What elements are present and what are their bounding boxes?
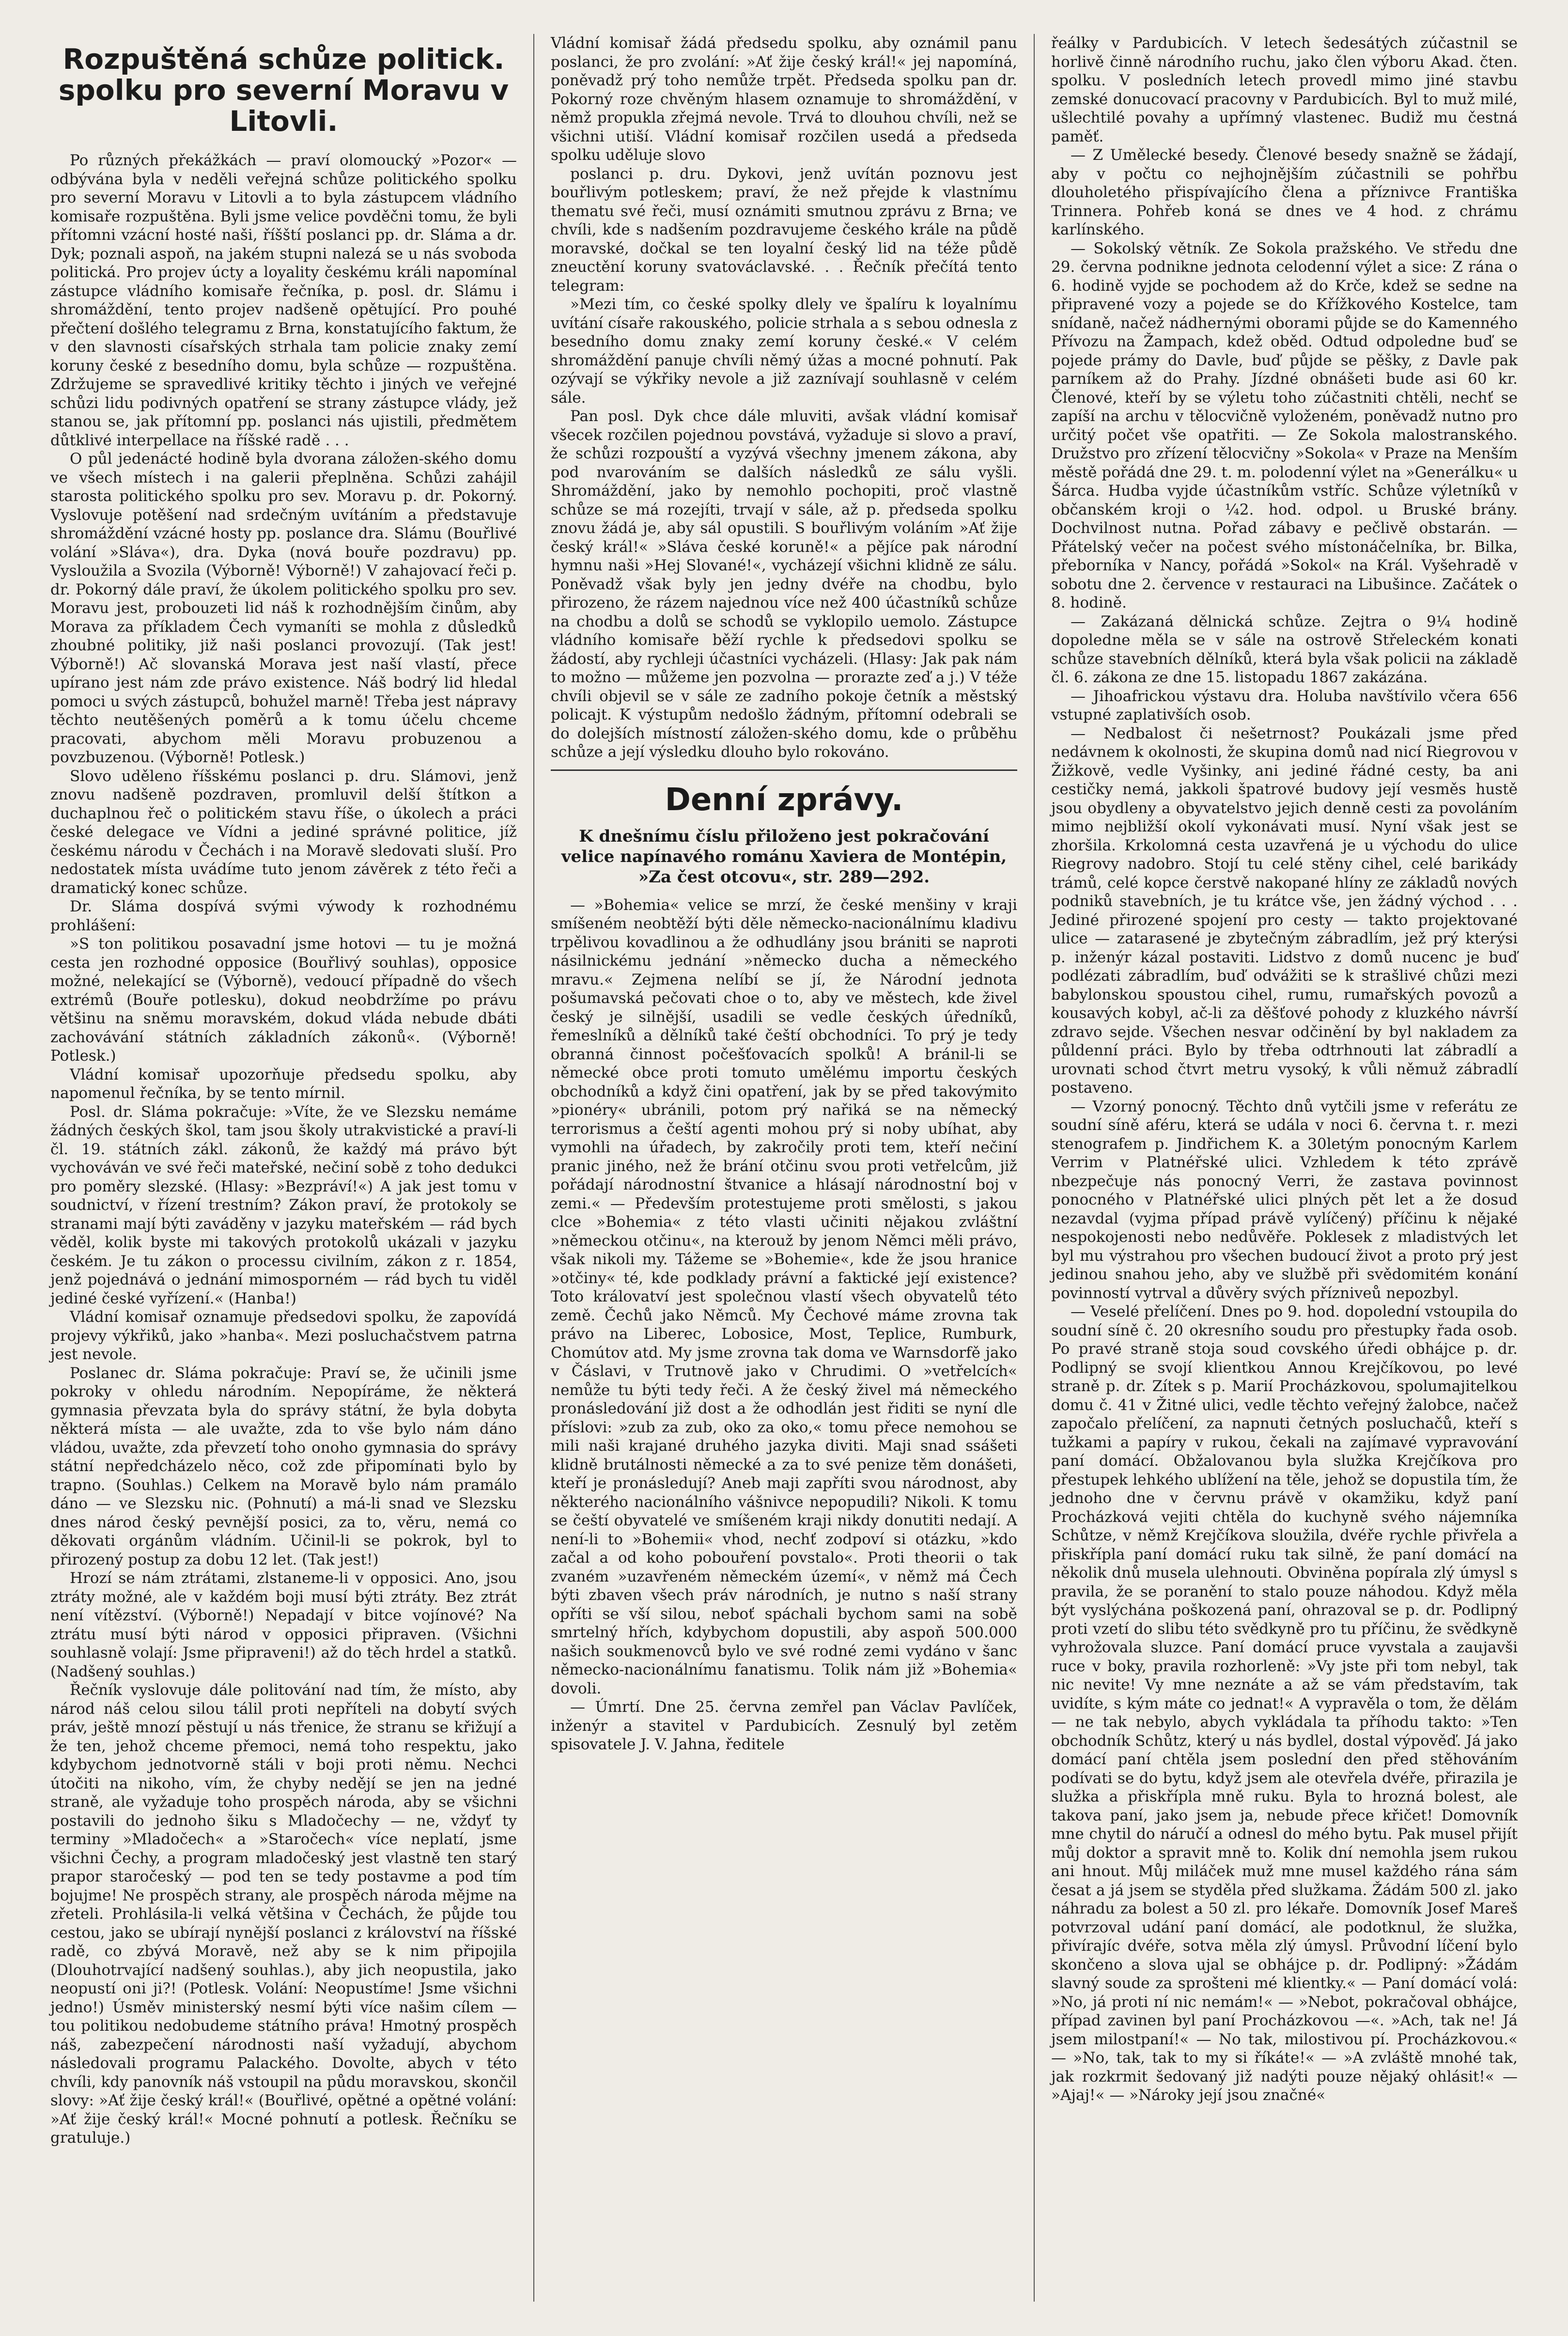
- article-paragraph: Hrozí se nám ztrátami, zlstaneme-li v opposici. Ano, jsou ztráty možné, ale v každém boji musí býti ztráty. Bez ztrát není vítězství. (Výborně!) Nepadají v bitce vojínové? Na ztrátu musí býti národ v opposici připraven. (Všichni souhlasně volají: Jsme připraveni!) až do těch hrdel a statků. (Nadšený souhlas.): [50, 1569, 517, 1680]
- section-divider: [551, 769, 1017, 771]
- news-item: řeálky v Pardubicích. V letech šedesátých zúčastnil se horlivě činně národního ruchu, jako člen výboru Akad. čten. spolku. V posledních letech provedl mimo jiné stavbu zemské donucovací pracovny v Pardubicích. Byl to muž milé, ušlechtilé povahy a upřímný vlastenec. Budiž mu čestná paměť.: [1051, 34, 1518, 145]
- news-item: — Sokolský větník. Ze Sokola pražského. Ve středu dne 29. června podnikne jednota celodenní výlet a sice: Z rána o 6. hodině vyjde se pochodem až do Krče, kdež se sedne na připravené vozy a pojede se do Křížkového Kostelce, tam snídaně, načež nádhernými oborami půjde se do Kamenného Přívozu na Žampach, kdež oběd. Odtud odpoledne buď se pojede prámy do Davle, buď půjde se pěšky, z Davle pak parníkem až do Prahy. Jízdné obnášeti bude asi 60 kr. Členové, kteří by se výletu toho zúčastniti chtěli, nechť se zapíší na archu v tělocvičně vyloženém, poněvadž nutno pro určitý počet vše opatřiti. — Ze Sokola malostranského. Družstvo pro zřízení tělocvičny »Sokola« v Praze na Menším městě pořádá dne 29. t. m. polodenní výlet na »Generálku« u Šárca. Hudba vyjde účastníkům vstříc. Schůze výletníků v občanském kroji o ¼2. hod. odpol. u Bruské brány. Dochvilnost nutna. Pořad zábavy e pečlivě obstarán. — Přátelský večer na počest svého místonáčelníka, br. Bilka, přeborníka v Nancy, pořádá »Sokol« na Král. Vyšehradě v sobotu dne 2. července v restauraci na Libušince. Začátek o 8. hodině.: [1051, 239, 1518, 611]
- article-paragraph: »Mezi tím, co české spolky dlely ve špalíru k loyalnímu uvítání císaře rakouského, policie strhala a s sebou odnesla z besedního domu znaky zemí koruny české.« V celém shromáždění panuje chvíli němý úžas a mocné pohnutí. Pak ozývají se výkřiky nevole a již zaznívají souhlasně v celém sále.: [551, 296, 1017, 407]
- article-headline: Rozpuštěná schůze politick. spolku pro severní Moravu v Litovli.: [58, 43, 509, 138]
- newspaper-page: [34, 34, 1534, 2302]
- column-3: [1034, 34, 1534, 2302]
- news-item: — Zakázaná dělnická schůze. Zejtra o 9¼ hodině dopoledne měla se v sále na ostrově Střeleckém konati schůze stavebních dělníků, která byla však policii na základě čl. 6. zákona ze dne 15. listopadu 1867 zakázána.: [1051, 612, 1518, 686]
- news-item: — Úmrtí. Dne 25. června zemřel pan Václav Pavlíček, inženýr a stavitel v Pardubicích. Zesnulý byl zetěm spisovatele J. V. Jahna, ředitele: [551, 1698, 1017, 1753]
- supplement-notice: K dnešnímu číslu přiloženo jest pokračování velice napínavého románu Xaviera de Montépin, »Za čest otcovu«, str. 289—292.: [561, 826, 1007, 887]
- article-paragraph: Poslanec dr. Sláma pokračuje: Praví se, že učinili jsme pokroky v ohledu národním. Nepopíráme, že některá gymnasia převzata byla do správy státní, že byla dobyta některá místa — ale uvažte, zda to vše bylo nám dáno vládou, uvažte, zda převzetí toho onoho gymnasia do správy státní nepředcházelo něco, což zde připomínati bylo by trapno. (Souhlas.) Celkem na Moravě bylo nám pramálo dáno — ve Slezsku nic. (Pohnutí) a má-li snad ve Slezsku dnes národ český pevnější posici, za to, věru, nemá co děkovati orgánům vládním. Učinil-li se pokrok, byl to přirozený postup za dobu 12 let. (Tak jest!): [50, 1364, 517, 1568]
- article-paragraph: poslanci p. dru. Dykovi, jenž uvítán poznovu jest bouřlivým potleskem; praví, že než přejde k vlastnímu thematu své řeči, musí oznámiti smutnou zprávu z Brna; ve chvíli, kde s nadšením pozdravujeme českého krále na půdě moravské, dočkal se ten loyalní český lid na téže půdě zneuctění koruny svatováclavské. . . Řečník přečítá tento telegram:: [551, 165, 1017, 295]
- article-paragraph: Po různých překážkách — praví olomoucký »Pozor« — odbývána byla v neděli veřejná schůze politického spolku pro severní Moravu v Litovli a to byla zástupcem vládního komisaře rozpuštěna. Byli jsme velice povděčni tomu, že byli přítomni vzácní hosté naši, říšští poslanci pp. dr. Sláma a dr. Dyk; poznali aspoň, na jakém stupni nalezá se u nás svoboda politická. Pro projev úcty a loyality českému králi napomínal zástupce vládního komisaře řečníka, p. posl. dr. Slámu i shromáždění, tento projev nadšeně opětující. Pro pouhé přečtení došlého telegramu z Brna, konstatujícího faktum, že v den slavnosti císařských strhala tam policie znaky zemí koruny české z besedního domu, byla schůze — rozpuštěna. Zdržujeme se spravedlivé kritiky těchto i jiných ve veřejné schůzi lidu podivných opatření se strany zástupce vlády, jež stanou se, jak přítomní pp. poslanci nás ujistili, předmětem důtklivé interpellace na říšské radě . . .: [50, 152, 517, 449]
- news-item: — Nedbalost či nešetrnost? Poukázali jsme před nedávnem k okolnosti, že skupina domů nad nicí Riegrovou v Žižkově, vedle Vyšinky, ani jediné řádné cesty, ba ani cestičky nemá, jakkoli špatrové budovy její vesměs hustě jsou obydleny a obyvatelstvo jejich denně cesti za povoláním mimo nejbližší okolí vykonávati musí. Nyní však jest se zhoršila. Krkolomná cesta uzavřená je u východu do ulice Riegrovy nadobro. Stojí tu celé stěny cihel, celé barikády trámů, celé kopce čerstvě nakopané hlíny ze základů nových podniků stavebních, je tu krátce vše, jen žádný východ . . . Jediné přirozené spojení pro cesty — takto projektované ulice — zatarasené je zbytečným zábradlím, jež prý kterýsi p. inženýr kázal postaviti. Lidstvo z domů nucenc je buď podlézati zábradlím, buď odvážiti se k strašlivé chůzi mezi babylonskou spoustou cihel, rumu, rumařských povozů a kousavých kobyl, ač-li za děšťové pohody z kluzkého návrší zdravo sejde. Všechen nesvar odčinění by byl nakladem za půldenní práci. Bylo by třeba odtrhnouti lat zábradlí a urovnati schod čtvrt metru vysoký, k vůli němuž zábradlí postaveno.: [1051, 724, 1518, 1097]
- article-paragraph: »S ton politikou posavadní jsme hotovi — tu je možná cesta jen rozhodné opposice (Bouřlivý souhlas), opposice možné, nelekající se (Výborně), vedoucí případně do všech extrémů (Bouře potlesku), dokud neobdržíme po právu většinu na sněmu moravském, dokud vláda nebude dbáti zachovávání státních základních zákonů«. (Výborně! Potlesk.): [50, 935, 517, 1065]
- article-paragraph: Dr. Sláma dospívá svými výwody k rozhodnému prohlášení:: [50, 898, 517, 934]
- column-2: [533, 34, 1034, 2302]
- article-paragraph: Vládní komisař upozorňuje předsedu spolku, aby napomenul řečníka, by se tento mírnil.: [50, 1066, 517, 1102]
- article-paragraph: Slovo uděleno říšskému poslanci p. dru. Slámovi, jenž znovu nadšeně pozdraven, promluvil delší štítkon a duchaplnou řeč o politickém stavu říše, o úkolech a práci české delegace ve Vídni a jediné správné politice, jíž českému národu v Čechách i na Moravě sledovati sluší. Pro nedostatek místa uvádíme tuto jenom závěrek z této řeči a dramatický konec schůze.: [50, 767, 517, 897]
- article-paragraph: Vládní komisař žádá předsedu spolku, aby oznámil panu poslanci, že pro zvolání: »Ať žije český král!« jej napomíná, poněvadž prý toho nemůže trpět. Předseda spolku pan dr. Pokorný roze chvěným hlasem oznamuje to shromáždění, v němž propukla zřejmá nevole. Trvá to dlouhou chvíli, než se všichni utiší. Vládní komisař rozčilen usedá a předseda spolku uděluje slovo: [551, 34, 1017, 164]
- news-item: — Z Umělecké besedy. Členové besedy snažně se žádají, aby v počtu co nejhojnějším zúčastnili se pohřbu dlouholetého přispívajícího člena a příznivce Františka Trinnera. Pohřeb koná se dnes ve 4 hod. z chrámu karlínského.: [1051, 146, 1518, 238]
- news-item: — »Bohemia« velice se mrzí, že české menšiny v kraji smíšeném neobtěží býti děle německo-nacionálnímu kladivu trpělivou kovadlinou a že odhudlány jsou brániti se naproti násilnickému jednání »německo ducha a německého mravu.« Zejmena nelíbí se jí, že Národní jednota pošumavská pečovati choe o to, aby ve městech, kde živel český je silnější, usadili se vedle českých úředníků, řemeslníků a dělníků také čeští obchodníci. To prý je tedy obranná činnost počešťovacích spolků! A bránil-li se německé obce proti tomuto umělému importu českých obchodníků a když čini opatření, jak by se před takovýmito »pionéry« ubránili, potom prý nařiká se na německý terrorismus a čeští agenti mohou prý si noby ubíhat, aby vymohli na úřadech, by zakročily proti tem, kteří nečiní pranic jiného, než že brání otčinu svou proti vetřelcům, již pořádají národnostní štvanice a hlásají národnostní boj v zemi.« — Především protestujeme proti smělosti, s jakou clce »Bohemia« z této vlasti učiniti nějakou zvláštní »německou otčinu«, na kterouž by jenom Němci měli právo, však nikoli my. Tážeme se »Bohemie«, kde že jsou hranice »otčiny« té, kde podklady právní a faktické její existence? Toto královatví jest společnou vlastí všech obyvatelů této země. Čechů jako Němců. My Čechové máme zrovna tak právo na Liberec, Lobosice, Most, Teplice, Rumburk, Chomútov atd. My jsme zrovna tak doma ve Warnsdorfě jako v Čáslavi, v Trutnově jako v Chrudimi. O »vetřelcích« nemůže tu býti tedy řeči. A že český živel má německého pronásledování již dost a že odhodlán jest řiditi se nyní dle příslovi: »zub za zub, oko za oko,« tomu přece nemohou se mili naši krajané druhého jazyka diviti. Maji snad ssášeti klidně brutálnosti německé a za to své penize těm donášeti, kteří je pronásledují? Aneb maji zapříti svou národnost, aby některého nacionálního vášnivce nepopudili? Nikoli. K tomu se čeští obyvatelé ve smíšeném kraji nikdy donutiti nedají. A není-li to »Bohemii« vhod, nechť zodpoví si otázku, »kdo začal a od koho pobouření povstalo«. Proti theorii o tak zvaném »uzavřeném německém území«, v němž má Čech býti zbaven všech práv národních, je nutno s naší strany opříti se vší silou, neboť spáchali bychom sami na sobě smrtelný hřích, kdybychom dopustili, aby aspoň 500.000 našich soukmenovců bylo ve své rodné zemi vydáno v šanc německo-nacionálnímu fanatismu. Tolik nám již »Bohemia« dovoli.: [551, 896, 1017, 1697]
- article-paragraph: O půl jedenácté hodině byla dvorana záložen-ského domu ve všech místech i na galerii přeplněna. Schůzi zahájil starosta politického spolku pro sev. Moravu p. dr. Pokorný. Vyslovuje potěšení nad srdečným uvítáním a představuje shromáždění vzácné hosty pp. poslance dra. Slámu (Bouřlivé volání »Sláva«), dra. Dyka (nová bouře pozdravu) pp. Vysloužila a Svozila (Výborně! Výborně!) V zahajovací řeči p. dr. Pokorný dále praví, že úkolem politického spolku pro sev. Moravu jest, probouzeti lid náš k rozhodnějším činům, aby Morava za příkladem Čech vymaníti se mohla z důsledků zhoubné politiky, již naši poslanci provozují. (Tak jest! Výborně!) Ač slovanská Morava jest naší vlastí, přece upírano jest nám zde právo existence. Náš bodrý lid hledal pomoci u svých zástupců, bohužel marně! Třeba jest nápravy těchto neutěšených poměrů a k tomu účelu chceme pracovati, abychom měli Moravu probuzenou a povzbuzenou. (Výborně! Potlesk.): [50, 450, 517, 766]
- column-1: [34, 34, 533, 2302]
- news-item: — Vzorný ponocný. Těchto dnů vytčili jsme v referátu ze soudní síně aféru, která se udála v noci 6. června t. r. mezi stenografem p. Jindřichem K. a 30letým ponocným Karlem Verrim v Platnéřské ulici. Vzhledem k této zprávě nbezpečuje nás ponocný Verri, že zastava povinnost ponocného v Platnéřské ulici plných pět let a že dosud nezavdal (vyjma případ právě vylíčený) příčinu k nějaké nespokojenosti nebo nedůvěře. Poklesek z mladistvých let byl mu výstrahou pro všechen budoucí život a proto prý jest jedinou snahou jeho, aby ve službě při svědomitém konání povinností vytrval a důvěry svých přízniveů nepozbyl.: [1051, 1097, 1518, 1302]
- article-paragraph: Vládní komisař oznamuje předsedovi spolku, že zapovídá projevy výkřiků, jako »hanba«. Mezi posluchačstvem patrna jest nevole.: [50, 1308, 517, 1363]
- article-paragraph: Pan posl. Dyk chce dále mluviti, avšak vládní komisař všecek rozčilen pojednou povstává, vyžaduje si slovo a praví, že schůzi rozpouští a vyzývá všechny jmenem zákona, aby pod nvarováním se dalších následků ze sálu vyšli. Shromáždění, jako by nemohlo pochopiti, proč vlastně schůze se má rozejíti, trvají v sále, až p. předseda spolku znovu žádá je, aby sál opustili. S bouřlivým voláním »Ať žije český král!« »Sláva české koruně!« a pějíce pak národní hymnu naši »Hej Slované!«, vycházejí všichni klidně ze sálu. Poněvadž však byly jen jedny dvéře na chodbu, bylo přirozeno, že rázem najednou více než 400 účastníků schůze na chodbu a dolů se schodů se vyklopilo uemolo. Zástupce vládního komisaře běží rychle k předsedovi spolku se žádostí, aby rychleji účastníci vycházeli. (Hlasy: Jak pak nám to možno — můžeme jen pozvolna — prorazte zeď a j.) V téže chvíli objevil se v sále ze zadního pokoje četník a městský policajt. K výstupům nedošlo žádným, přítomní odebrali se do dolejších místností záložen-ského domu, kde o průběhu schůze a její výsledku dlouho bylo rokováno.: [551, 408, 1017, 761]
- article-paragraph: Řečník vyslovuje dále politování nad tím, že místo, aby národ náš celou silou tálil proti nepříteli na dobytí svých práv, ještě mnozí pěstují u nás třenice, že stranu se křižují a že ten, jehož chceme přemoci, nemá toho respektu, jako kdybychom jednotvorně stáli v boji proti němu. Nechci útočiti na nikoho, vím, že chyby nedějí se jen na jedné straně, ale vyžaduje toho prospěch národa, aby se všichni postavili do jednoho šiku s Mladočechy — ne, vždyť ty terminy »Mladočech« a »Staročech« více neplatí, jsme všichni Čechy, a program mladočeský jest vlastně ten starý prapor staročeský — pod ten se tedy postavme a pod tím bojujme! Ne prospěch strany, ale prospěch národa mějme na zřeteli. Prohlásila-li velká většina v Čechách, že půjde tou cestou, jako se ubírají nynější poslanci z království na říšské radě, co zbývá Moravě, než aby se k nim připojila (Dlouhotrvající nadšený souhlas.), aby jich neopustila, jako neopustí oni ji?! (Potlesk. Volání: Neopustíme! Jsme všichni jedno!) Úsměv ministerský nesmí býti více našim cílem — tou politikou nedobudeme státního práva! Hmotný prospěch náš, zabezpečení národnosti naší vyžadují, abychom následovali programu Palackého. Dovolte, abych v této chvíli, kdy panovník náš vstoupil na půdu moravskou, skončil slovy: »Ať žije český král!« (Bouřlivé, opětné a opětné volání: »Ať žije český král!« Mocné pohnutí a potlesk. Řečníku se gratuluje.): [50, 1681, 517, 2147]
- news-item: — Jihoafrickou výstavu dra. Holuba navštívilo včera 656 vstupné zaplativších osob.: [1051, 687, 1518, 723]
- article-paragraph: Posl. dr. Sláma pokračuje: »Víte, že ve Slezsku nemáme žádných českých škol, tam jsou školy utrakvistické a praví-li čl. 19. státních zákl. zákonů, že každý má právo být vychováván ve své řeči mateřské, nečiní sobě z toho dedukci pro poměry slezské. (Hlasy: »Bezpráví!«) A jak jest tomu v soudnictví, v řízení trestním? Zákon praví, že protokoly se stranami mají býti zaváděny v jazyku mateřském — rád bych věděl, kolik byste mi takových protokolů ukázali v jazyku českém. Je tu zákon o processu civilním, zákon z r. 1854, jenž pojednává o jednání mimosporném — rád bych tu viděl jediné české vyřízení.« (Hanba!): [50, 1103, 517, 1307]
- section-title: Denní zprávy.: [665, 782, 903, 818]
- news-item: — Veselé přelíčení. Dnes po 9. hod. dopolední vstoupila do soudní síně č. 20 okresního soudu pro přestupky řada osob. Po pravé straně stoja soud covského úředi obhájce p. dr. Podlipný se svojí klientkou Annou Krejčíkovou, po levé straně p. dr. Zítek s p. Marií Procházkovou, spolumajitelkou domu č. 41 v Žitné ulici, vedle těchto veřejný žalobce, načež započalo přelíčení, za napnuti četných posluchačů, kteří s tužkami a papíry v rukou, čekali na zajímavé vypravování paní domácí. Obžalovanou byla služka Krejčíkova pro přestupek lehkého ublížení na těle, jehož se dopustila tím, že jednoho dne v červnu právě v okamžiku, když paní Procházková vejiti chtěla do kuchyně svého nájemníka Schůtze, v němž Krejčíkova sloužila, dvéře rychle přivřela a přiskřípla paní domácí ruku tak silně, že paní domácí na několik dnů musela ulehnouti. Obviněna popírala zlý úmysl s pravila, že se poranění to stalo pouze náhodou. Když měla být vyslýchána poškozená paní, ohrazoval se p. dr. Podlipný proti vzetí do slibu této svědkyně pro tu příčinu, že svědkyně vyhrožovala sluzce. Paní domácí pruce vyvstala a zaujavši ruce v boky, pravila rozhorleně: »Vy jste při tom nebyl, tak nic nevite! Vy mne neznáte a až se vám představím, tak uvidíte, s kým máte co jednat!« A vypravěla o tom, že dělám — ne tak nebylo, abych vykládala ta příhodu takto: »Ten obchodník Schůtz, který u nás bydlel, dostal výpověď. Já jako domácí paní chtěla jsem poslední den před stěhováním podívati se do bytu, když jsem ale otevřela dvéře, přirazila je služka a přiskřípla mně ruku. Byla to hrozná bolest, ale takova paní, jako jsem ja, nebude přece křičet! Domovník mne chytil do náručí a odnesl do mého bytu. Pak musel přijít můj doktor a spravit mně to. Kolik dní nemohla jsem rukou ani hnout. Můj miláček muž mne musel každého rána sám česat a já jsem se styděla před služkama. Žádám 500 zl. jako náhradu za bolest a 50 zl. pro lékaře. Domovník Josef Mareš potvrzoval udání paní domácí, ale podotknul, že služka, přivírajíc dvéře, sotva měla zlý úmysl. Průvodní líčení bylo skončeno a slova ujal se obhájce p. dr. Podlipný: »Žádám slavný soude za sprošteni mé klientky.« — Paní domácí volá: »No, já proti ní nic nemám!« — »Nebot, pokračoval obhájce, případ zavinen byl paní Procházkovou —«. »Ach, tak ne! Já jsem milostpaní!« — No tak, milostivou pí. Procházkovou.« — »No, tak, tak to my si říkáte!« — »A zvláště mnohé tak, jak rozkrmit šedovaný již nadýti pouze nějaký ohlásit!« — »Ajaj!« — »Nároky její jsou značné«: [1051, 1303, 1518, 2104]
